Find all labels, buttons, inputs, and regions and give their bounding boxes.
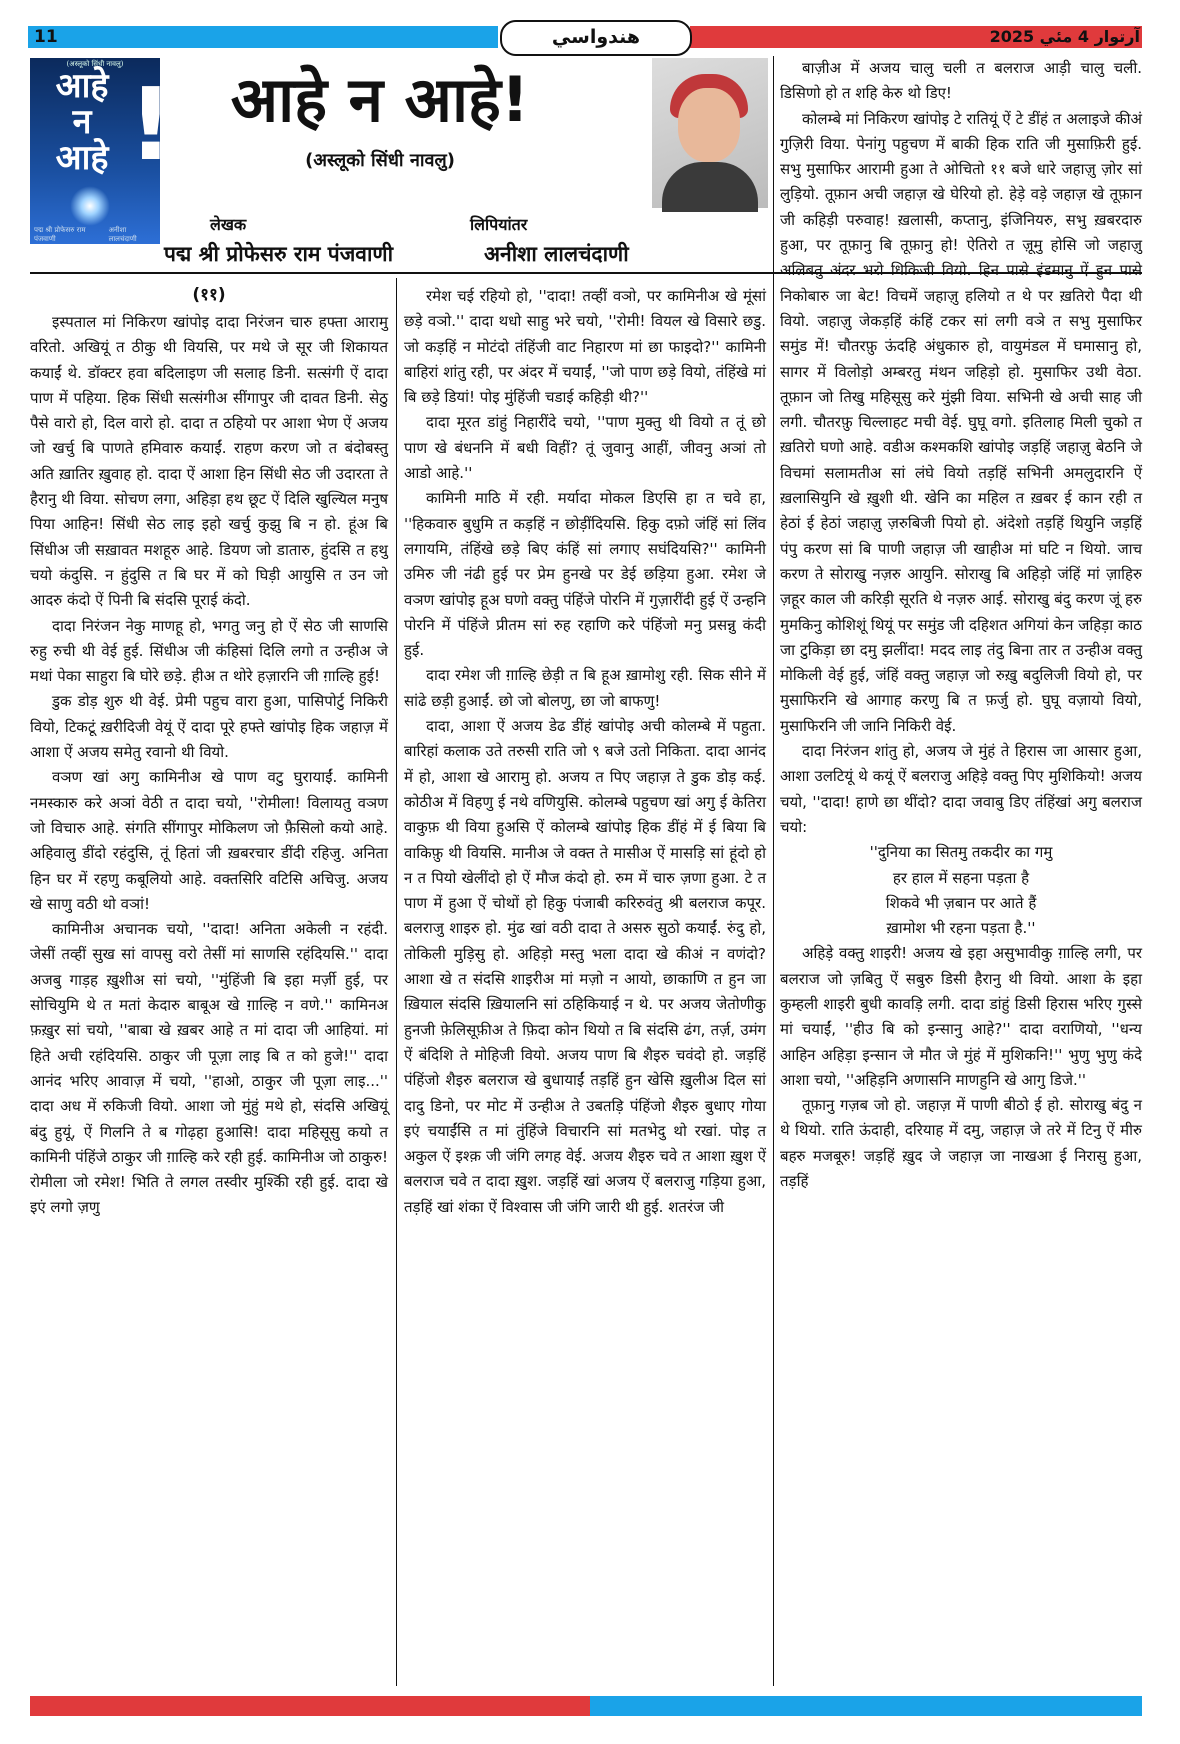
writer-name: पद्म श्री प्रोफेसरु राम पंजवाणी: [164, 242, 394, 266]
book-cover-title: [34, 68, 130, 176]
book-cover-tagline: (अस्लूको सिंधी नावलु): [66, 60, 124, 68]
footer-red-band: [30, 1696, 590, 1716]
paragraph: दादा, आशा ऐं अजय डेढ डींहं खांपोइ अची कोलम्बे में पहुता. बारिहां कलाक उते तरुसी राति जो ९ बजे उतो निकिता. दादा आनंद में हो, आशा खे आरामु हो. अजय त पिए जहाज़ ते डुक डोड़ कई. कोठीअ में विहणु ई नथे वणियुसि. कोलम्बे पहुचण खां अगु ई केतिरा वाकुफ़ थी विया हुअसि ऐं कोलम्बे खांपोइ हिक डींहं में ई बिया बि वाकिफ़ु थी वियसि. मानीअ जे वक्त ते मासीअ ऐं मासड़ि सां हूंदो हो न त पियो खेलींदो हो ऐं मौज कंदो हो. रुम में चारु ज़णा हुआ. टे त पाण में हुआ ऐं चोथों हो हिकु पंजाबी करिरुवंतु श्री बलराज कपूर. बलराजु शाइरु हो. मुंढ खां वठी दादा ते असरु सुठो कयाईं. रुंदु हो, तोकिली मुड़िसु हो. अहिड़ो मस्तु भला दादा खे कीअं न वणंदो? आशा खे त संदसि शाइरीअ मां मज़ो न आयो, छाकाणि त हुन जा ख़ियाल संदसि ख़ियालनि सां ठहिकियाई न थे. पर अजय जेतोणीकु हुनजी फ़ेलिसूफ़ीअ ते फ़िदा कोन थियो त बि संदसि ढंग, तर्ज़, उमंग ऐं बंदिशि ते मोहिजी वियो. अजय पाण बि शैइरु चवंदो हो. जड़हिं पंहिंजो शैइरु बलराज खे बुधायाईं तड़हिं हुन खेसि ख़ुलीअ दिल सां दादु डिनो, पर मोट में उन्हीअ ते उबतड़ि पंहिंजो शैइरु बुधाए गोया इएं चयाईंसि त मां तुंहिंजे विचारनि सां मतभेदु थो रखां. पोइ त अकुल ऐं इश्क़ जी जंगि लगह वेई. अजय शैइरु चवे त आशा ख़ुश ऐं बलराज चवे त दादा ख़ुश. जड़हिं खां अजय ऐं बलराजु गड़िया हुआ, तड़हिं खां शंका ऐं विश्वास जी जंगि जारी थी हुई. शतरंज जी: [404, 717, 766, 1216]
column-middle: [404, 284, 766, 1220]
photo-body-shape: [662, 162, 758, 212]
paragraph: कोलम्बे मां निकिरण खांपोइ टे रातियूं ऐं टे डींहं त अलाइजे कीअं गुज़िरी विया. पेनांगु पहुचण में बाकी हिक राति जी मुसाफ़िरी हुई. सभु मुसाफिर आरामी हुआ ते ओचितो ११ बजे धारे जहाज़ु ज़ोर सां लुड़ियो. तूफ़ान अची जहाज़ खे घेरियो हो. हेड़े वड़े जहाज़ खे तूफ़ान जी कहिड़ी परुवाह! ख़लासी, कप्तानु, इंजिनियरु, सभु ख़बरदारु हुआ, पर तूफ़ानु बि तूफ़ानु हो! ऐतिरो त ज़ूमु होसि जो जहाज़ु अलिबतु अंदर भरो धिकिजी वियो. हिन पासे इंडमानु ऐं हुन पासे निकोबारु जा बेट! विचमें जहाज़ु हलियो त थे पर ख़तिरो पैदा थी वियो. जहाज़ु जेकड़हिं कंहिं टकर सां लगी वञे त सभु मुसाफिर समुंड में! चौतरफ़ु ऊंदहि अंधुकारु हो, वायुमंडल में घमासानु हो, सागर में विलोड़ो अम्बरतु मंथन जहिड़ो हो. मुसाफिर उथी वेठा. तूफ़ान जो तिखु महिसूसु करे मुंझी विया. सभिनी खे अची साह जी लगी. चौतरफ़ु चिल्लाहट मची वेई. घुघू वगो. इतिलाह मिली चुको त ख़तिरो घणो आहे. वडीअ कश्मकशि खांपोइ जड़हिं जहाज़ु बेठनि जे विचमां सलामतीअ सां लंघे वियो तड़हिं सभिनी अमलुदारनि ऐं ख़लासियुनि खे ख़ुशी थी. खेनि का महिल त ख़बर ई कान रही त हेठां ई हेठां जहाज़ु ज़रुबिजी पियो हो. अंदेशो तड़हिं थियुनि जड़हिं पंपु करण सां बि पाणी जहाज़ जी खाहीअ मां घटि न थियो. जाच करण ते सोराखु नज़रु आयुनि. सोराखु बि अहिड़ो जंहिं मां ज़ाहिरु ज़हूर काल जी करिड़ी सूरति थे नज़रु आई. सोराखु बंदु करण जूं हरु मुमकिनु कोशिशूं थियूं पर समुंड जी दहिशत अगियां केन जहिड़ा काठ जा टुकिड़ा छा दमु झलींदा! मदद लाइ तंदु बिना तार त उन्हीअ वक्तु मोकिली वेई हुई, जंहिं वक्तु जहाज़ जो रुख़ु बदुलिजी वियो हो, पर मुसाफिरनि खे आगाह करणु बि त फ़र्जु हो. घुघू वज़ायो वियो, मुसाफिरनि जी जानि निकिरी वेई.: [780, 109, 1142, 735]
paragraph: कामिनी माठि में रही. मर्यादा मोकल डिएसि हा त चवे हा, ''हिकवारु बुधुमि त कड़हिं न छोड़ींदियसि. हिकु दफ़ो जंहिं सां लिंव लगायमि, तंहिंखे छड़े बिए कंहिं सां लगाए सघंदियसि?'' कामिनी उमिरु जी नंढी हुई पर प्रेम हुनखे पर डेई छड़िया हुआ. रमेश जे वञण खांपोइ हूअ घणो वक्तु पंहिंजे पोरनि में गुज़ारींदी हुई ऐं उन्हनि पोरनि में पंहिंजे प्रीतम सां रुह रहाणि करे पंहिंजो मनु प्रसन्नु कंदी हुई.: [404, 489, 766, 660]
book-cover-author: पद्म श्री प्रोफेसरु राम पंजवाणी: [34, 226, 86, 243]
star-glow-icon: [70, 186, 110, 226]
divider-column: [773, 56, 774, 1686]
book-cover-image: [30, 58, 174, 244]
paragraph: बाज़ीअ में अजय चालु चली त बलराज आड़ी चालु चली. डिसिणो हो त शहि केरु थो डिए!: [780, 59, 1142, 103]
paragraph: दादा मूरत डांहुं निहारींदे चयो, ''पाण मुक्तु थी वियो त तूं छो पाण खे बंधननि में बधी विहीं? तूं जुवानु आहीं, जीवनु अञां तो आडो आहे.'': [404, 413, 766, 483]
paragraph: अहिड़े वक्तु शाइरी! अजय खे इहा असुभावीकु ग़ाल्हि लगी, पर बलराज जो ज़बितु ऐं सबुरु डिसी हैरानु थी वियो. आशा के इहा कुम्हली शाइरी बुधी कावड़ि लगी. दादा डांहुं डिसी हिरास भरिए गुस्से मां चयाईं, ''हीउ बि को इन्सानु आहे?'' दादा वराणियो, ''धन्य आहिन अहिड़ा इन्सान जे मौत जे मुंहं में मुशिकनि!'' भुणु भुणु कंदे आशा चयो, ''अहिड़नि अणासनि माणहुनि खे आगु डिजे.'': [780, 944, 1142, 1089]
paragraph: इस्पताल मां निकिरण खांपोइ दादा निरंजन चारु हफ्ता आरामु वरितो. अखियूं त ठीकु थी वियसि, पर मथे जे सूर जी शिकायत कयाईं थे. डॉक्टर हवा बदिलाइण जी सलाह डिनी. सत्संगी ऐं दादा पाण में पहिया. हिक सिंधी सत्संगीअ सींगापुर जी दावत डिनी. सेठु पैसे वारो हो, दिल वारो हो. दादा त ठहियो पर आशा भेण ऐं अजय जो खर्चु बि पाणते हमिवारु कयाईं. राहण करण जो त बंदोबस्तु अति ख़ातिर ख़ुवाह हो. दादा ऐं आशा हिन सिंधी सेठ जी उदारता ते हैरानु थी विया. सोचण लगा, अहिड़ा हथ छूट ऐं दिलि खुल्यिल मनुष पिया आहिन! सिंधी सेठ लाइ इहो खर्चु कुझु बि न हो. हूंअ बि सिंधीअ जी सख़ावत मशहूरु आहे. डियण जो डातारु, हुंदसि त हथु चयो कंदुसि. न हुंदुसि त बि घर में को घिड़ी आयुसि त उन जो आदरु कंदो ऐं पिनी बि संदसि पूराई कंदो.: [30, 313, 388, 610]
episode-number: (११): [192, 285, 226, 305]
article-title: आहे न आहे!: [230, 63, 530, 136]
masthead-logo: هندواسي: [500, 20, 692, 56]
paragraph: रमेश चई रहियो हो, ''दादा! तव्हीं वञो, पर कामिनीअ खे मूंसां छड़े वञो.'' दादा थधो साहु भरे चयो, ''रोमी! वियल खे विसारे छडु. जो कड़हिं न मोटंदो तंहिंजी वाट निहारण मां छा फाइदो?'' कामिनी बाहिरां शांतु रही, पर अंदर में चयाईं, ''जो पाण छड़े वियो, तंहिंखे मां बि छड़े डियां! पोइ मुंहिंजी चडाई कहिड़ी थी?'': [404, 287, 766, 407]
paragraph: दादा रमेश जी ग़ाल्हि छेड़ी त बि हूअ ख़ामोशु रही. सिक सीने में सांढे छड़ी हुआईं. छो जो बोलणु, छा जो बाफणु!: [404, 666, 766, 710]
book-cover-credits: [34, 226, 156, 244]
photo-face-shape: [678, 88, 740, 162]
divider-column: [396, 278, 397, 1686]
header-blue-band: [28, 26, 498, 48]
book-cover-translit: अनीशा लालचंदाणी: [108, 226, 137, 243]
paragraph: तूफ़ानु गज़ब जो हो. जहाज़ में पाणी बीठो ई हो. सोराखु बंदु न थे थियो. राति ऊंदाही, दरियाह में दमु, जहाज़ जे तरे में टिनु ऐं मीरु बहरु मजबूरु! जड़हिं ख़ुद जे जहाज़ जा नाखआ ई निरासु हुआ, तड़हिं: [780, 1096, 1142, 1191]
column-right: [780, 56, 1142, 1194]
couplet: [780, 840, 1142, 941]
article-subtitle: (अस्लूको सिंधी नावलु): [305, 150, 455, 171]
couplet-line: ''दुनिया का सितमु तकदीर का गमु: [869, 843, 1053, 862]
translit-name: अनीशा लालचंदाणी: [484, 242, 629, 266]
couplet-line: शिकवे भी ज़बान पर आते हैं: [885, 893, 1037, 912]
couplet-line: हर हाल में सहना पड़ता है: [892, 868, 1030, 887]
paragraph: दादा निरंजन शांतु हो, अजय जे मुंहं ते हिरास जा आसार हुआ, आशा उलटियूं थे कयूं ऐं बलराजु अहिड़े वक्तु पिए मुशिकियो! अजय चयो, ''दादा! हाणे छा थींदो? दादा जवाबु डिए तंहिंखां अगु बलराज चयो:: [780, 742, 1142, 836]
couplet-line: ख़ामोश भी रहना पड़ता है.'': [886, 919, 1036, 938]
paragraph: वञण खां अगु कामिनीअ खे पाण वटु घुरायाईं. कामिनी नमस्कारु करे अञां वेठी त दादा चयो, ''रोमीला! विलायतु वञण जो विचारु आहे. संगति सींगापुर मोकिलण जो फ़ैसिलो कयो आहे. अहिवालु डींदो रहंदुसि, तूं हितां जी ख़बरचार डींदी रहिजु. अनिता हिन घर में रहणु कबूलियो आहे. वक्तसिरि वटिसि अचिजु. अजय खे साणु वठी थो वञां!: [30, 768, 388, 913]
page-number: 11: [34, 27, 58, 47]
column-left: [30, 310, 388, 1221]
paragraph: दादा निरंजन नेकु माणहू हो, भगतु जनु हो ऐं सेठ जी साणसि रुहु रुची थी वेई हुई. सिंधीअ जी कंहिसां दिलि लगो त उन्हीअ जे मथां पेका साहुरा बि घोरे छड़े. हीअ त थोरे हज़ारनि जी ग़ाल्हि हुई!: [30, 616, 388, 686]
translator-photo: [652, 58, 768, 208]
issue-date: آرتوار 4 مئي 2025: [989, 27, 1140, 46]
writer-role-label: लेखक: [210, 215, 247, 234]
paragraph: डुक डोड़ शुरु थी वेई. प्रेमी पहुच वारा हुआ, पासिपोर्टु निकिरी वियो, टिकटूं ख़रीदिजी वेयूं ऐं दादा पूरे हफ्ते खांपोइ हिक जहाज़ में आशा ऐं अजय समेतु रवानो थी वियो.: [30, 692, 388, 762]
book-cover-title-line: आहे: [55, 66, 109, 106]
footer-blue-band: [590, 1696, 1142, 1716]
paragraph: कामिनीअ अचानक चयो, ''दादा! अनिता अकेली न रहंदी. जेसीं तव्हीं सुख सां वापसु वरो तेसीं मां साणसि रहंदियसि.'' दादा अजबु गाड़ह ख़ुशीअ सां चयो, ''मुंहिंजी बि इहा मर्ज़ी हुई, पर सोचियुमि थे त मतां केदारु बाबूअ खे ग़ाल्हि न वणे.'' कामिनअ फ़ख़ुर सां चयो, ''बाबा खे ख़बर आहे त मां दादा जी आहियां. मां हिते अची रहंदियसि. ठाकुर जी पूज़ा लाइ बि त को हुजे!'' दादा आनंद भरिए आवाज़ में चयो, ''हाओ, ठाकुर जी पूज़ा लाइ...'' दादा अध में रुकिजी वियो. आशा जो मुंहुं मथे हो, संदसि अखियूं बंदु हुयूं, ऐं गिलनि ते ब गोढ़हा हुआसि! दादा महिसूसु कयो त कामिनी पंहिंजे ठाकुर जी ग़ाल्हि करे रही हुई. कामिनीअ जो ठाकुरु! रोमीला जो रमेश! भिति ते लगल तस्वीर मुश्किी रही हुई. दादा खे इएं लगो ज़णु: [30, 920, 388, 1217]
book-cover-title-line: न: [72, 102, 92, 142]
translit-role-label: लिपियांतर: [470, 215, 528, 234]
book-cover-title-line: आहे: [55, 138, 109, 178]
book-cover-exclamation: !: [128, 66, 174, 183]
